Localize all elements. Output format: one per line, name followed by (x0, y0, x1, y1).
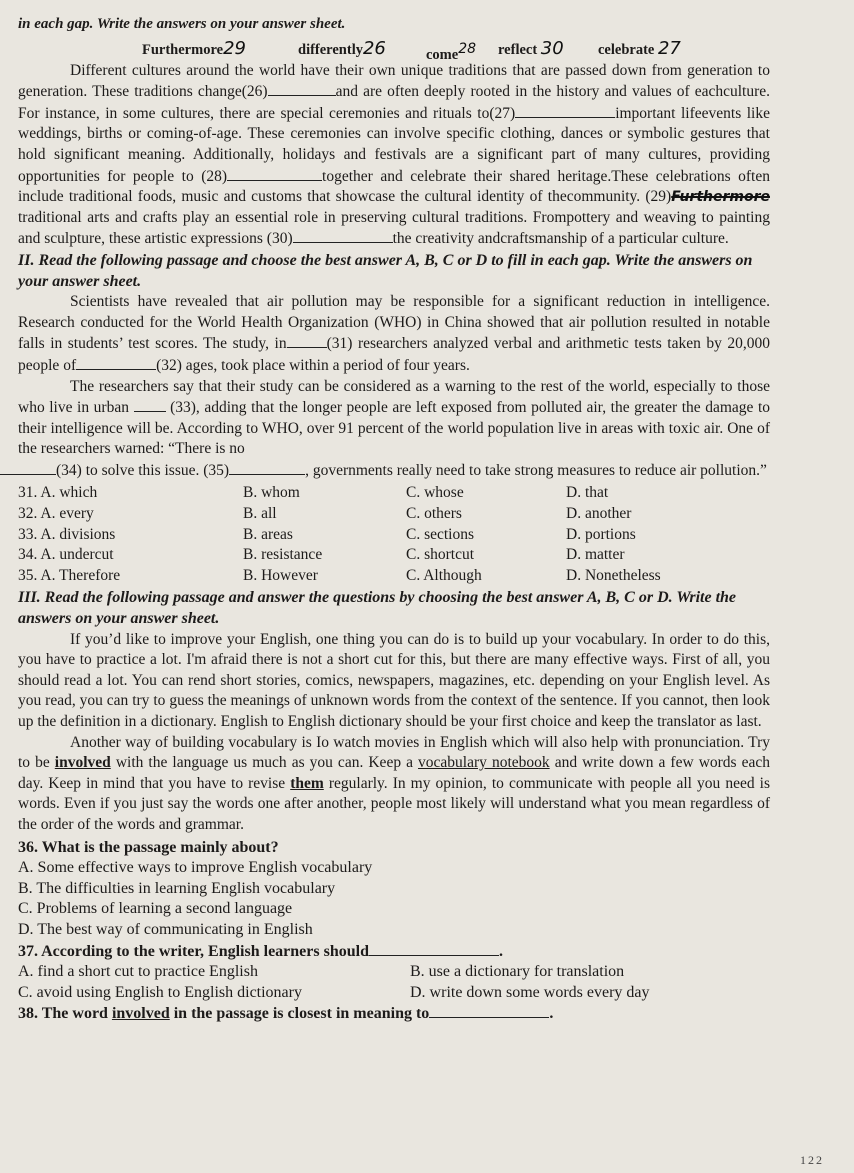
q37-option-a[interactable]: A. find a short cut to practice English (18, 963, 258, 981)
section1-instruction: in each gap. Write the answers on your answer sheet. (18, 16, 346, 32)
opt-35a[interactable]: 35. A. Therefore (18, 566, 121, 584)
word-furthermore: Furthermore29 (142, 37, 246, 59)
q37-option-c[interactable]: C. avoid using English to English dictionary (18, 983, 302, 1001)
opt-32d[interactable]: D. another (566, 505, 632, 523)
gap-31 (287, 333, 327, 348)
opt-34d[interactable]: D. matter (566, 546, 625, 564)
gap-33 (134, 397, 166, 412)
question-36: 36. What is the passage mainly about? (18, 838, 279, 856)
hand-mark-29: 29 (223, 37, 246, 59)
underlined-involved: involved (54, 754, 111, 772)
gap-37 (369, 941, 499, 956)
question-38: 38. The word involved in the passage is closest in meaning to . (18, 1005, 554, 1023)
hand-mark-26: 26 (362, 37, 386, 59)
section2-options (18, 483, 770, 586)
word-reflect: reflect 30 (498, 37, 564, 59)
section2-para1: Scientists have revealed that air pollution may be responsible for a significant reduction in intelligence. Research conducted for the World Health Organization (WHO) in China showed that air pollution resulted in notable falls in students’ test scores. The study, in (31) researchers analyzed verbal and arithmetic tests taken by 20,000 people of (32) ages, took place within a period of four years. (18, 293, 770, 374)
opt-35c[interactable]: C. Although (406, 566, 482, 584)
gap-38 (429, 1003, 549, 1018)
q36-option-c[interactable]: C. Problems of learning a second language (18, 900, 293, 918)
underlined-them: them (290, 774, 324, 792)
gap-32 (76, 355, 156, 370)
gap-28 (227, 166, 322, 181)
gap-34 (0, 460, 56, 475)
hand-mark-28: 28 (458, 40, 477, 57)
page-number: 122 (800, 1153, 824, 1168)
word-come: come28 (426, 40, 477, 63)
word-celebrate: celebrate 27 (598, 37, 681, 59)
opt-35d[interactable]: D. Nonetheless (566, 566, 661, 584)
opt-34c[interactable]: C. shortcut (406, 546, 475, 564)
opt-32a[interactable]: 32. A. every (18, 505, 94, 523)
q37-options (18, 962, 770, 1003)
opt-34b[interactable]: B. resistance (243, 546, 323, 564)
section3-para1: If you’d like to improve your English, one thing you can do is to build up your vocabulary. In order to do this, you have to practice a lot. I'm afraid there is not a short cut for this, but there are many effective ways. First of all, you should read a lot. You can rend short stories, comics, newspapers, magazines, etc. depending on your English level. As you read, you can try to guess the meanings of unknown words from the context of the sentence. If you cannot, then look up the definition in a dictionary. English to English dictionary should be your first choice and keep the translator as last. (18, 630, 770, 730)
hand-answer-29: Furthermore (671, 189, 770, 206)
section3-para2: Another way of building vocabulary is Io watch movies in English which will also help with pronunciation. Try to be involved with the language us much as you can. Keep a vocabulary notebook and write down a few words each day. Keep in mind that you have to revise them regularly. In my opinion, to communicate with people all you need is words. Even if you just say the words one after another, people most likely will understand what you mean regardless of the order of the words and grammar. (18, 733, 771, 833)
word-bank (18, 35, 770, 61)
question-37: 37. According to the writer, English learners should . (18, 942, 503, 960)
section1-passage: Different cultures around the world have their own unique traditions that are passed down from generation to generation. These traditions change(26) and are often deeply rooted in the history and values of eachculture. For instance, in some cultures, there are special ceremonies and rituals to(27) important lifeevents like weddings, births or coming-of-age. These ceremonies can involve specific clothing, dances or symbolic gestures that hold significant meaning. Additionally, holidays and festivals are a significant part of many cultures, providing opportunities for people to (28) together and celebrate their shared heritage.These celebrations often include traditional foods, music and customs that showcase the cultural identity of thecommunity. (29)Furthermore traditional arts and crafts play an essential role in preserving cultural traditions. Frompottery and weaving to painting and sculpture, these artistic expressions (30) the creativity andcraftsmanship of a particular culture. (18, 61, 771, 248)
hand-mark-27: 27 (657, 37, 681, 59)
gap-35 (229, 460, 305, 475)
opt-33c[interactable]: C. sections (406, 525, 475, 543)
q37-option-d[interactable]: D. write down some words every day (410, 983, 650, 1001)
gap-30 (293, 228, 393, 243)
opt-32c[interactable]: C. others (406, 505, 462, 523)
opt-32b[interactable]: B. all (243, 505, 277, 523)
opt-33a[interactable]: 33. A. divisions (18, 525, 116, 543)
opt-31c[interactable]: C. whose (406, 484, 464, 502)
section3-title: III. Read the following passage and answer the questions by choosing the best answer A, B, C or D. Write the answers on your answer sheet. (18, 589, 737, 628)
underlined-vocabulary-notebook: vocabulary notebook (418, 754, 550, 772)
q36-option-a[interactable]: A. Some effective ways to improve English vocabulary (18, 859, 373, 877)
opt-31b[interactable]: B. whom (243, 484, 300, 502)
opt-31d[interactable]: D. that (566, 484, 609, 502)
q36-option-d[interactable]: D. The best way of communicating in English (18, 920, 313, 938)
section2-title: II. Read the following passage and choose the best answer A, B, C or D to fill in each gap. Write the answers on your answer sheet. (18, 251, 753, 290)
gap-27 (515, 103, 615, 118)
q37-option-b[interactable]: B. use a dictionary for translation (410, 963, 625, 981)
section2-para2: The researchers say that their study can be considered as a warning to the rest of the world, especially to those who live in urban (33), adding that the longer people are left exposed from polluted air, the greater the damage to their intelligence will be. According to WHO, over 91 percent of the world population live in areas with toxic air. One of the researchers warned: “There is no (34) to solve this issue. (35) , governments really need to take strong measures to reduce air pollution.” (18, 377, 770, 482)
opt-31a[interactable]: 31. A. which (18, 484, 98, 502)
opt-33b[interactable]: B. areas (243, 525, 293, 543)
opt-34a[interactable]: 34. A. undercut (18, 546, 114, 564)
q36-option-b[interactable]: B. The difficulties in learning English vocabulary (18, 879, 336, 897)
gap-26 (268, 81, 336, 96)
hand-mark-30: 30 (540, 37, 564, 59)
word-differently: differently26 (298, 37, 386, 59)
opt-35b[interactable]: B. However (243, 566, 318, 584)
opt-33d[interactable]: D. portions (566, 525, 636, 543)
